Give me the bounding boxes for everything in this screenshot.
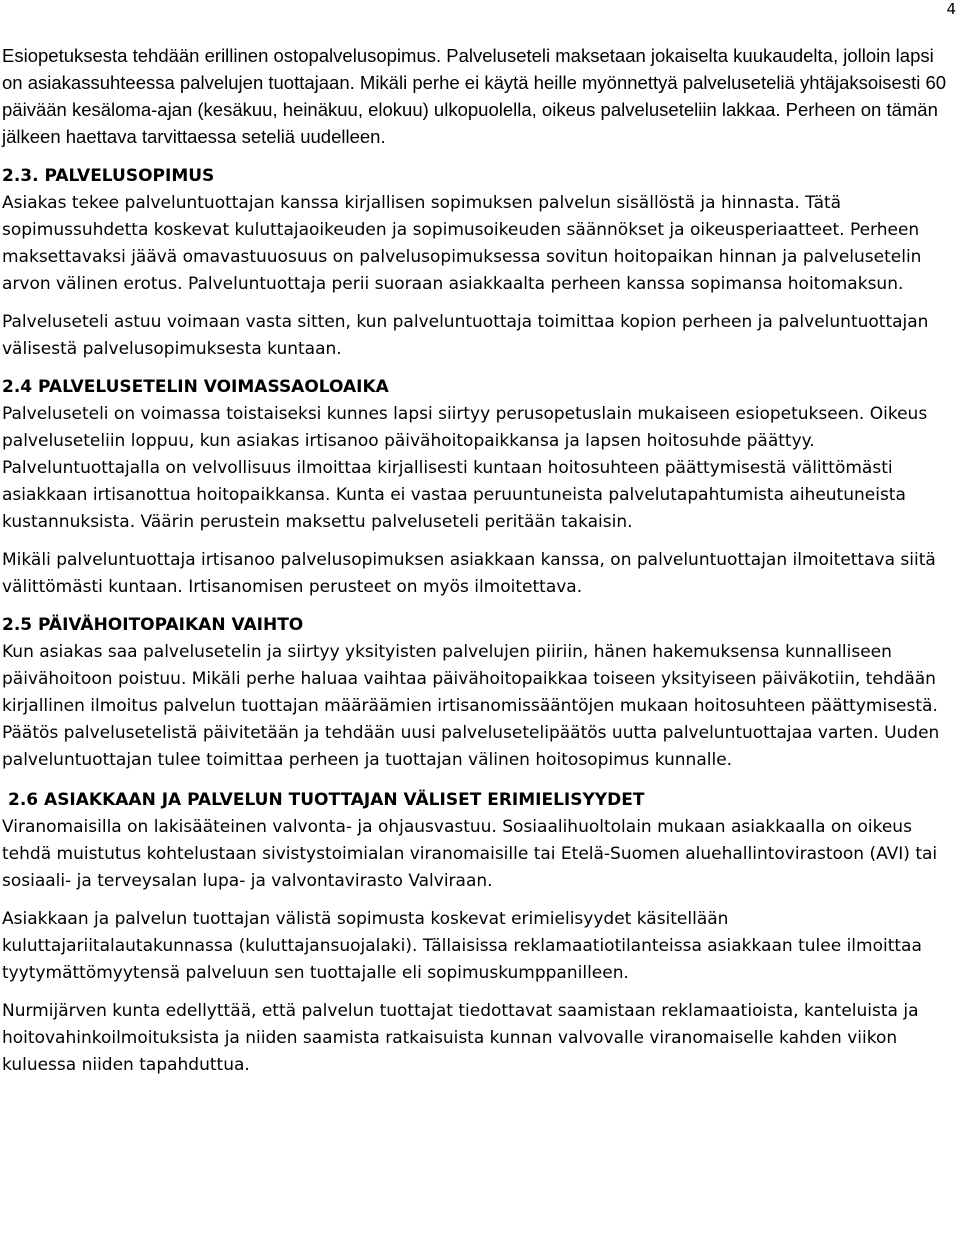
section-heading-2-6: 2.6 ASIAKKAAN JA PALVELUN TUOTTAJAN VÄLISET ERIMIELISYYDET (8, 790, 645, 810)
section-heading-2-3: 2.3. PALVELUSOPIMUS (2, 166, 215, 186)
paragraph: Asiakkaan ja palvelun tuottajan välistä sopimusta koskevat erimielisyydet käsitellään kuluttajariitalautakunnassa (kuluttajansuojalaki). Tällaisissa reklamaatiotilanteissa asiakkaan tulee ilmoittaa tyytymättömyytensä palveluun sen tuottajalle eli sopimuskumppanilleen. (2, 909, 922, 983)
paragraph: Kun asiakas saa palvelusetelin ja siirtyy yksityisten palvelujen piiriin, hänen hakemuksensa kunnalliseen päivähoitoon poistuu. Mikäli perhe haluaa vaihtaa päivähoitopaikkaa toiseen yksityiseen päiväkotiin, tehdään kirjallinen ilmoitus palvelun tuottajan määräämien irtisanomissääntöjen mukaan hoitosuhteen päättymisestä. Päätös palvelusetelistä päivitetään ja tehdään uusi palvelusetelipäätös uutta palveluntuottajaa varten. Uuden palveluntuottajan tulee toimittaa perheen ja tuottajan välinen hoitosopimus kunnalle. (2, 642, 940, 770)
intro-paragraph: Esiopetuksesta tehdään erillinen ostopalvelusopimus. Palveluseteli maksetaan jokaiselta kuukaudelta, jolloin lapsi on asiakassuhteessa palvelujen tuottajaan. Mikäli perhe ei käytä heille myönnettyä palveluseteliä yhtäjaksoisesti 60 päivään kesäloma-ajan (kesäkuu, heinäkuu, elokuu) ulkopuolella, oikeus palveluseteliin lakkaa. Perheen on tämän jälkeen haettava tarvittaessa seteliä uudelleen. (2, 45, 947, 147)
paragraph: Palveluseteli astuu voimaan vasta sitten, kun palveluntuottaja toimittaa kopion perheen ja palveluntuottajan välisestä palvelusopimuksesta kuntaan. (2, 312, 929, 359)
document-body (2, 42, 957, 1079)
paragraph: Palveluseteli on voimassa toistaiseksi kunnes lapsi siirtyy perusopetuslain mukaiseen esiopetukseen. Oikeus palveluseteliin loppuu, kun asiakas irtisanoo päivähoitopaikkansa ja lapsen hoitosuhde päättyy. Palveluntuottajalla on velvollisuus ilmoittaa kirjallisesti kuntaan hoitosuhteen päättymisestä välittömästi asiakkaan irtisanottua hoitopaikkansa. Kunta ei vastaa peruuntuneista palvelutapahtumista aiheutuneista kustannuksista. Väärin perustein maksettu palveluseteli peritään takaisin. (2, 404, 928, 532)
page-number: 4 (946, 0, 956, 18)
section-heading-2-5: 2.5 PÄIVÄHOITOPAIKAN VAIHTO (2, 615, 304, 635)
section-heading-2-4: 2.4 PALVELUSETELIN VOIMASSAOLOAIKA (2, 377, 389, 397)
paragraph: Mikäli palveluntuottaja irtisanoo palvelusopimuksen asiakkaan kanssa, on palveluntuottajan ilmoitettava siitä välittömästi kuntaan. Irtisanomisen perusteet on myös ilmoitettava. (2, 550, 936, 597)
paragraph: Viranomaisilla on lakisääteinen valvonta- ja ohjausvastuu. Sosiaalihuoltolain mukaan asiakkaalla on oikeus tehdä muistutus kohtelustaan sivistystoimialan viranomaisille tai Etelä-Suomen aluehallintovirastoon (AVI) tai sosiaali- ja terveysalan lupa- ja valvontavirasto Valviraan. (2, 817, 938, 891)
paragraph: Nurmijärven kunta edellyttää, että palvelun tuottajat tiedottavat saamistaan reklamaatioista, kanteluista ja hoitovahinkoilmoituksista ja niiden saamista ratkaisuista kunnan valvovalle viranomaiselle kahden viikon kuluessa niiden tapahduttua. (2, 1001, 919, 1075)
paragraph: Asiakas tekee palveluntuottajan kanssa kirjallisen sopimuksen palvelun sisällöstä ja hinnasta. Tätä sopimussuhdetta koskevat kuluttajaoikeuden ja sopimusoikeuden säännökset ja oikeusperiaatteet. Perheen maksettavaksi jäävä omavastuuosuus on palvelusopimuksessa sovitun hoitopaikan hinnan ja palvelusetelin arvon välinen erotus. Palveluntuottaja perii suoraan asiakkaalta perheen kanssa sopimansa hoitomaksun. (2, 193, 922, 294)
